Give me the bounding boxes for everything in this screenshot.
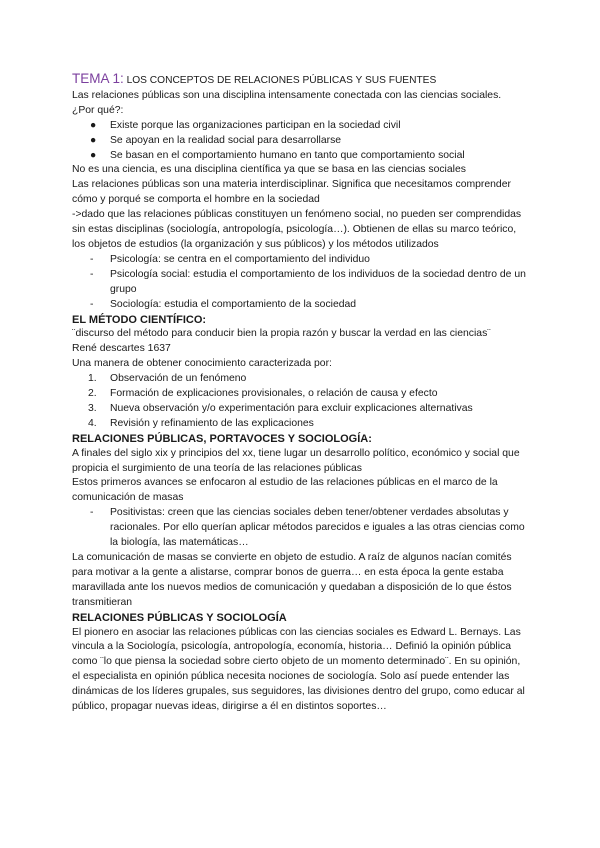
paragraph: La comunicación de masas se convierte en objeto de estudio. A raíz de algunos nacían comités para motivar a la gente a alistarse, comprar bonos de guerra… en esta época la gente estaba maravillada ante los nuevos medios de comunicación y quedaban a disposición de lo que éstos transmitieran bbox=[72, 552, 512, 608]
bullet-marker: ● bbox=[90, 149, 97, 161]
list-item-text: Positivistas: creen que las ciencias sociales deben tener/obtener verdades absolutas y racionales. Por ello querían aplicar métodos parecidos e iguales a las otras ciencias como la biología, las matemáticas… bbox=[110, 507, 525, 549]
list-item-text: Psicología social: estudia el comportamiento de los individuos de la sociedad dentro de un grupo bbox=[110, 268, 526, 295]
number-marker: 4. bbox=[88, 417, 97, 429]
list-item bbox=[72, 119, 530, 134]
list-item bbox=[72, 149, 530, 164]
positivistas-list bbox=[72, 506, 530, 551]
intro-paragraph: Las relaciones públicas son una disciplina intensamente conectada con las ciencias sociales. bbox=[72, 89, 502, 101]
paragraph: Una manera de obtener conocimiento caracterizada por: bbox=[72, 358, 332, 370]
number-marker: 1. bbox=[88, 373, 97, 385]
question-line: ¿Por qué?: bbox=[72, 104, 124, 116]
section-heading-metodo: EL MÉTODO CIENTÍFICO: bbox=[72, 313, 207, 326]
list-item-text: Existe porque las organizaciones participan en la sociedad civil bbox=[110, 119, 401, 131]
list-item bbox=[72, 387, 530, 402]
why-bullet-list bbox=[72, 119, 530, 164]
number-marker: 3. bbox=[88, 402, 97, 414]
document-title bbox=[72, 72, 530, 89]
list-item bbox=[72, 372, 530, 387]
paragraph: El pionero en asociar las relaciones públicas con las ciencias sociales es Edward L. Bernays. Las vincula a la Sociología, psicología, antropología, economía, historia… Definió la opinión pública como ¨lo que piensa la sociedad sobre cierto objeto de un momento determinado¨. En su opinión, el especialista en opinión pública necesita nociones de sociología. Solo así puede entender las dinámicas de los líderes grupales, sus seguidores, las divisiones dentro del grupo, como educar al público, propagar nuevas ideas, dirigirse a él en distintos soportes… bbox=[72, 626, 525, 713]
dash-marker: - bbox=[90, 507, 94, 519]
list-item-text: Formación de explicaciones provisionales, o relación de causa y efecto bbox=[110, 388, 438, 400]
section-heading-portavoces: RELACIONES PÚBLICAS, PORTAVOCES Y SOCIOLOGÍA: bbox=[72, 432, 372, 445]
quote-author: René descartes 1637 bbox=[72, 343, 171, 355]
list-item bbox=[72, 506, 530, 551]
list-item-text: Psicología: se centra en el comportamiento del individuo bbox=[110, 253, 370, 265]
paragraph: Estos primeros avances se enfocaron al estudio de las relaciones públicas en el marco de la comunicación de masas bbox=[72, 477, 498, 504]
title-text: LOS CONCEPTOS DE RELACIONES PÚBLICAS Y SUS FUENTES bbox=[123, 75, 437, 86]
bullet-marker: ● bbox=[90, 119, 97, 131]
paragraph: ->dado que las relaciones públicas constituyen un fenómeno social, no pueden ser comprendidas sin estas disciplinas (sociología, antropología, psicología…). Obtienen de ellas su marco teórico, los objetos de estudios (la organización y sus públicos) y los métodos utilizados bbox=[72, 209, 522, 250]
bullet-marker: ● bbox=[90, 134, 97, 146]
quote: ¨discurso del método para conducir bien la propia razón y buscar la verdad en las ciencias¨ bbox=[72, 328, 491, 340]
method-steps-list bbox=[72, 372, 530, 432]
list-item-text: Se basan en el comportamiento humano en tanto que comportamiento social bbox=[110, 149, 465, 161]
number-marker: 2. bbox=[88, 388, 97, 400]
list-item bbox=[72, 268, 530, 298]
list-item-text: Nueva observación y/o experimentación para excluir explicaciones alternativas bbox=[110, 402, 473, 414]
disciplines-list bbox=[72, 253, 530, 313]
dash-marker: - bbox=[90, 298, 94, 310]
section-heading-sociologia: RELACIONES PÚBLICAS Y SOCIOLOGÍA bbox=[72, 611, 287, 624]
list-item bbox=[72, 417, 530, 432]
tema-label: TEMA 1: bbox=[72, 71, 124, 86]
list-item bbox=[72, 253, 530, 268]
paragraph: No es una ciencia, es una disciplina científica ya que se basa en las ciencias sociales bbox=[72, 164, 466, 176]
list-item-text: Sociología: estudia el comportamiento de la sociedad bbox=[110, 298, 357, 310]
list-item bbox=[72, 134, 530, 149]
paragraph: Las relaciones públicas son una materia interdisciplinar. Significa que necesitamos comprender cómo y porqué se comporta el hombre en la sociedad bbox=[72, 179, 511, 206]
list-item-text: Revisión y refinamiento de las explicaciones bbox=[110, 417, 314, 429]
list-item-text: Se apoyan en la realidad social para desarrollarse bbox=[110, 134, 342, 146]
list-item-text: Observación de un fenómeno bbox=[110, 373, 247, 385]
dash-marker: - bbox=[90, 268, 94, 280]
paragraph: A finales del siglo xix y principios del xx, tiene lugar un desarrollo político, económico y social que propicia el surgimiento de una teoría de las relaciones públicas bbox=[72, 447, 520, 474]
list-item bbox=[72, 298, 530, 313]
dash-marker: - bbox=[90, 253, 94, 265]
list-item bbox=[72, 402, 530, 417]
